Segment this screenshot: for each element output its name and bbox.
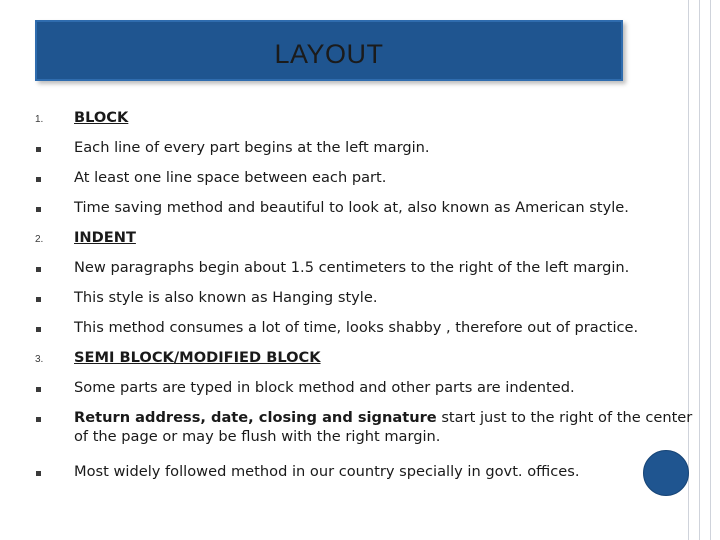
bullet-icon: [36, 417, 41, 422]
section-heading: SEMI BLOCK/MODIFIED BLOCK: [74, 349, 321, 366]
bullet-text: This style is also known as Hanging style.: [74, 289, 378, 306]
bullet-icon: [36, 471, 41, 476]
bullet-icon: [36, 297, 41, 302]
bullet-text: [74, 408, 699, 446]
bullet-icon: [36, 267, 41, 272]
bold-phrase: Return address, date, closing and signature: [74, 409, 437, 426]
bullet-text: This method consumes a lot of time, looks shabby , therefore out of practice.: [74, 319, 639, 336]
bullet-text: Most widely followed method in our country specially in govt. offices.: [74, 463, 580, 480]
bullet-text: New paragraphs begin about 1.5 centimeters to the right of the left margin.: [74, 259, 630, 276]
list-number: 1.: [35, 114, 44, 125]
list-number: 3.: [35, 354, 44, 365]
page-title: LAYOUT: [274, 39, 384, 69]
bullet-rest: start just to the right of the center of the page or may be flush with the right margin.: [74, 409, 693, 445]
bullet-icon: [36, 327, 41, 332]
title-bar: [35, 20, 623, 81]
decorative-circle: [643, 450, 689, 496]
bullet-icon: [36, 177, 41, 182]
bullet-icon: [36, 147, 41, 152]
list-number: 2.: [35, 234, 44, 245]
bullet-text: Each line of every part begins at the left margin.: [74, 139, 430, 156]
bullet-icon: [36, 207, 41, 212]
bullet-text: Some parts are typed in block method and other parts are indented.: [74, 379, 575, 396]
section-heading: BLOCK: [74, 109, 129, 126]
section-heading: INDENT: [74, 229, 136, 246]
bullet-text: At least one line space between each part.: [74, 169, 387, 186]
bullet-text: Time saving method and beautiful to look at, also known as American style.: [74, 199, 629, 216]
bullet-icon: [36, 387, 41, 392]
